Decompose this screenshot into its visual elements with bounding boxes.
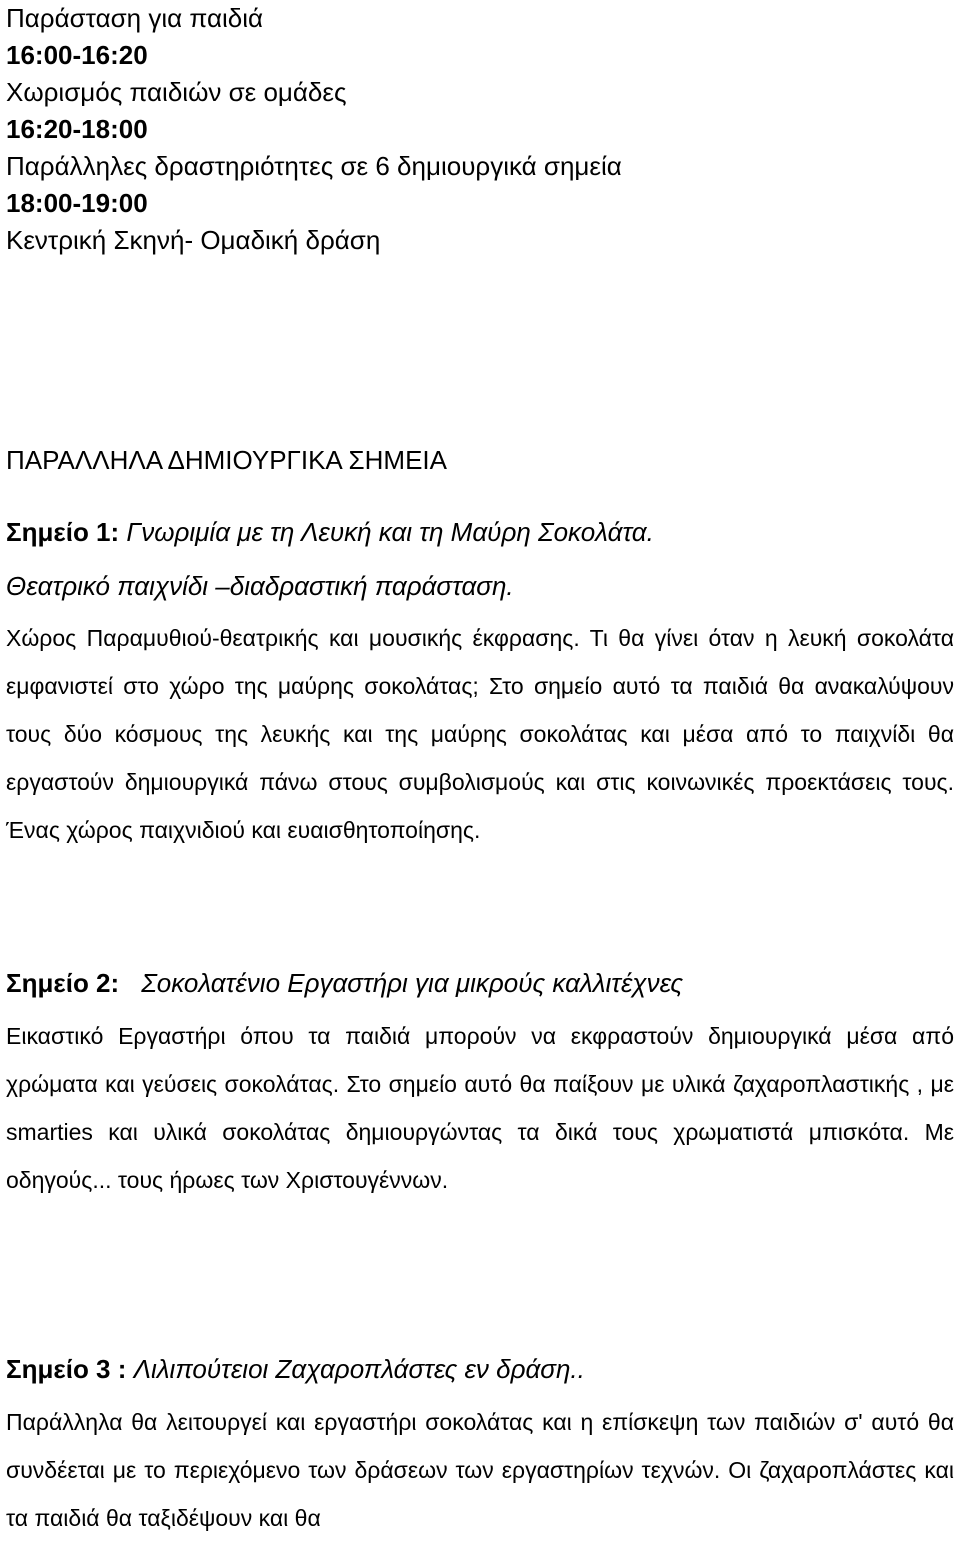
point-3-label: Σημείο 3 : xyxy=(6,1354,127,1384)
schedule-line: Κεντρική Σκηνή- Ομαδική δράση xyxy=(6,225,381,255)
point-1-body: Χώρος Παραμυθιού-θεατρικής και μουσικής έκφρασης. Τι θα γίνει όταν η λευκή σοκολάτα εμφανιστεί στο χώρο της μαύρης σοκολάτας; Στο σημείο αυτό τα παιδιά θα ανακαλύψουν τους δύο κόσμους της λευκής και της μαύρης σοκολάτας και μέσα από το παιχνίδι θα εργαστούν δημιουργικά πάνω στους συμβολισμούς και στις κοινωνικές προεκτάσεις τους. Ένας χώρος παιχνιδιού και ευαισθητοποίησης. xyxy=(6,625,954,843)
section-title: ΠΑΡΑΛΛΗΛΑ ΔΗΜΙΟΥΡΓΙΚΑ ΣΗΜΕΙΑ xyxy=(6,445,447,475)
point-3-heading xyxy=(6,1353,954,1385)
point-1-subtitle: Θεατρικό παιχνίδι –διαδραστική παράσταση. xyxy=(6,571,514,601)
point-2-heading xyxy=(6,967,954,999)
point-2-body: Εικαστικό Εργαστήρι όπου τα παιδιά μπορούν να εκφραστούν δημιουργικά μέσα από χρώματα και γεύσεις σοκολάτας. Στο σημείο αυτό θα παίξουν με υλικά ζαχαροπλαστικής , με smarties και υλικά σοκολάτας δημιουργώντας τα δικά τους χρωματιστά μπισκότα. Με οδηγούς... τους ήρωες των Χριστουγέννων. xyxy=(6,1023,954,1193)
schedule-line: Παράλληλες δραστηριότητες σε 6 δημιουργικά σημεία xyxy=(6,151,622,181)
schedule-time: 16:20-18:00 xyxy=(6,114,148,144)
schedule-time: 16:00-16:20 xyxy=(6,40,148,70)
point-1-label: Σημείο 1: xyxy=(6,517,120,547)
point-3-body: Παράλληλα θα λειτουργεί και εργαστήρι σοκολάτας και η επίσκεψη των παιδιών σ' αυτό θα συνδέεται με το περιεχόμενο των δράσεων των εργαστηρίων τεχνών. Οι ζαχαροπλάστες και τα παιδιά θα ταξιδέψουν και θα xyxy=(6,1409,954,1531)
point-2-label: Σημείο 2: xyxy=(6,968,120,998)
point-1-title: Γνωριμία με τη Λευκή και τη Μαύρη Σοκολάτα. xyxy=(126,517,654,547)
point-3-title: Λιλιπούτειοι Ζαχαροπλάστες εν δράση.. xyxy=(133,1354,585,1384)
schedule-line: Παράσταση για παιδιά xyxy=(6,3,264,33)
schedule-line: Χωρισμός παιδιών σε ομάδες xyxy=(6,77,347,107)
point-1-heading xyxy=(6,516,954,548)
point-2-title: Σοκολατένιο Εργαστήρι για μικρούς καλλιτέχνες xyxy=(141,968,683,998)
schedule-time: 18:00-19:00 xyxy=(6,188,148,218)
